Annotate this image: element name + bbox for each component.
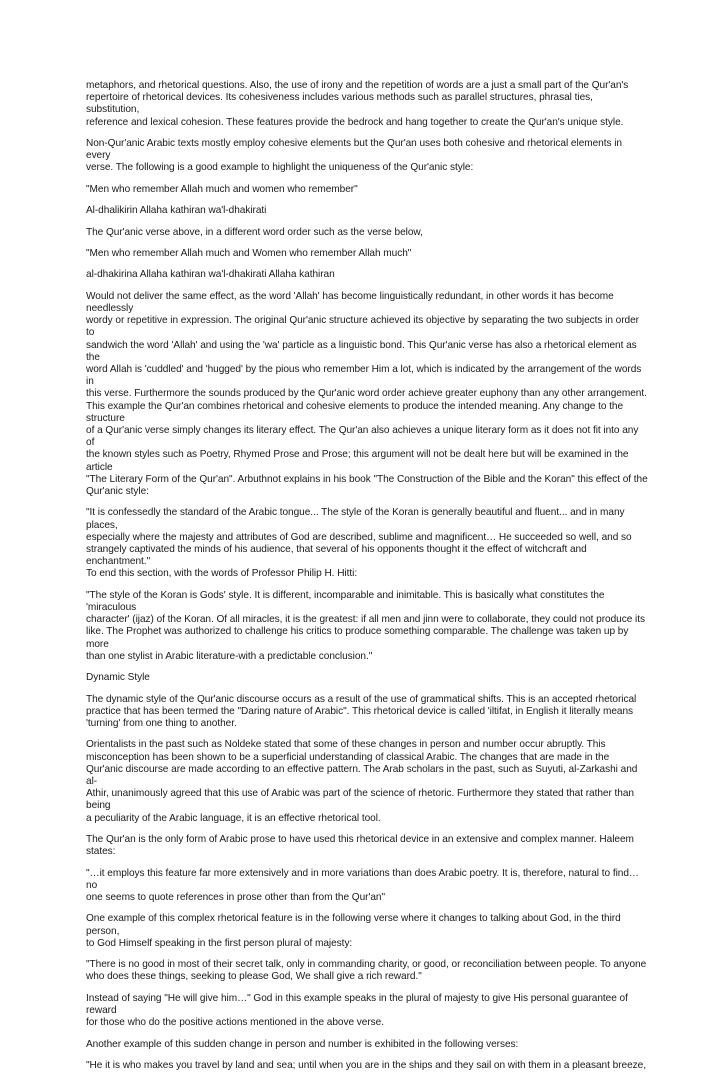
paragraph: "…it employs this feature far more extensively and in more variations than does Arabic poetry. It is, therefore, natural to find…no one seems to quote references in prose other than from the Qur'an" (86, 867, 639, 903)
paragraph: al-dhakirina Allaha kathiran wa'l-dhakirati Allaha kathiran (86, 269, 335, 281)
paragraph: "Men who remember Allah much and women who remember" (86, 183, 358, 195)
paragraph: "It is confessedly the standard of the Arabic tongue... The style of the Koran is generally beautiful and fluent... and in many places, especially where the majesty and attributes of God are described, sublime and magnificent… He succeeded so well, and so strangely captivated the minds of his audience, that several of his opponents thought it the effect of witchcraft and enchantment." To end this section, with the words of Professor Philip H. Hitti: (86, 507, 632, 580)
paragraph: Instead of saying "He will give him…" God in this example speaks in the plural of majesty to give His personal guarantee of reward for those who do the positive actions mentioned in the above verse. (86, 992, 628, 1029)
paragraph: The Qur'anic verse above, in a different word order such as the verse below, (86, 226, 423, 238)
paragraph: Would not deliver the same effect, as the word 'Allah' has become linguistically redundant, in other words it has become needlessly wordy or repetitive in expression. The original Qur'anic structure achieved its objective by separating the two subjects in order to sandwich the word 'Allah' and using the 'wa' particle as a linguistic bond. This Qur'anic verse has also a rhetorical element as the word Allah is 'cuddled' and 'hugged' by the pious who remember Him a lot, which is indicated by the arrangement of the words in this verse. Furthermore the sounds produced by the Qur'anic word order achieve greater euphony than any other arrangement. This example the Qur'an combines rhetorical and cohesive elements to produce the intended meaning. Any change to the structure of a Qur'anic verse simply changes its literary effect. The Qur'an also achieves a unique literary form as it does not fit into any of the known styles such as Poetry, Rhymed Prose and Prose; this argument will not be dealt here but will be examined in the article "The Literary Form of the Qur'an". Arbuthnot explains in his book "The Construction of the Bible and the Koran" this effect of the Qur'anic style: (86, 290, 648, 497)
paragraph: "He it is who makes you travel by land and sea; until when you are in the ships and they sail on with them in a pleasant breeze, (86, 1059, 646, 1071)
paragraph: Non-Qur'anic Arabic texts mostly employ cohesive elements but the Qur'an uses both cohesive and rhetorical elements in every verse. The following is a good example to highlight the uniqueness of the Qur'anic style: (86, 138, 622, 174)
paragraph: metaphors, and rhetorical questions. Also, the use of irony and the repetition of words are a just a small part of the Qur'an's repertoire of rhetorical devices. Its cohesiveness includes various methods such as parallel structures, phrasal ties, substitution, reference and lexical cohesion. These features provide the bedrock and hang together to create the Qur'an's unique style. (86, 80, 629, 128)
paragraph: The dynamic style of the Qur'anic discourse occurs as a result of the use of grammatical shifts. This is an accepted rhetorical practice that has been termed the "Daring nature of Arabic". This rhetorical device is called 'iltifat, in English it literally means 'turning' from one thing to another. (86, 693, 637, 729)
paragraph: Another example of this sudden change in person and number is exhibited in the following verses: (86, 1038, 519, 1050)
paragraph: Orientalists in the past such as Noldeke stated that some of these changes in person and number occur abruptly. This misconception has been shown to be a superficial understanding of classical Arabic. The changes that are made in the Qur'anic discourse are made according to an effective pattern. The Arab scholars in the past, such as Suyuti, al-Zarkashi and al- Athir, unanimously agreed that this use of Arabic was part of the science of rhetoric. Furthermore they stated that rather than being a peculiarity of the Arabic language, it is an effective rhetorical tool. (86, 739, 638, 824)
paragraph: "There is no good in most of their secret talk, only in commanding charity, or good, or reconciliation between people. To anyone who does these things, seeking to please God, We shall give a rich reward." (86, 959, 647, 983)
section-heading: Dynamic Style (86, 672, 150, 684)
document-page (86, 80, 648, 1081)
paragraph: "The style of the Koran is Gods' style. It is different, incomparable and inimitable. This is basically what constitutes the 'miraculous character' (ijaz) of the Koran. Of all miracles, it is the greatest: if all men and jinn were to collaborate, they could not produce its like. The Prophet was authorized to challenge his critics to produce something comparable. The challenge was taken up by more than one stylist in Arabic literature-with a predictable conclusion." (86, 589, 645, 662)
paragraph: The Qur'an is the only form of Arabic prose to have used this rhetorical device in an extensive and complex manner. Haleem states: (86, 834, 634, 858)
paragraph: "Men who remember Allah much and Women who remember Allah much" (86, 247, 412, 259)
paragraph: One example of this complex rhetorical feature is in the following verse where it changes to talking about God, in the third person, to God Himself speaking in the first person plural of majesty: (86, 913, 621, 949)
paragraph: Al-dhalikirin Allaha kathiran wa'l-dhakirati (86, 205, 267, 217)
